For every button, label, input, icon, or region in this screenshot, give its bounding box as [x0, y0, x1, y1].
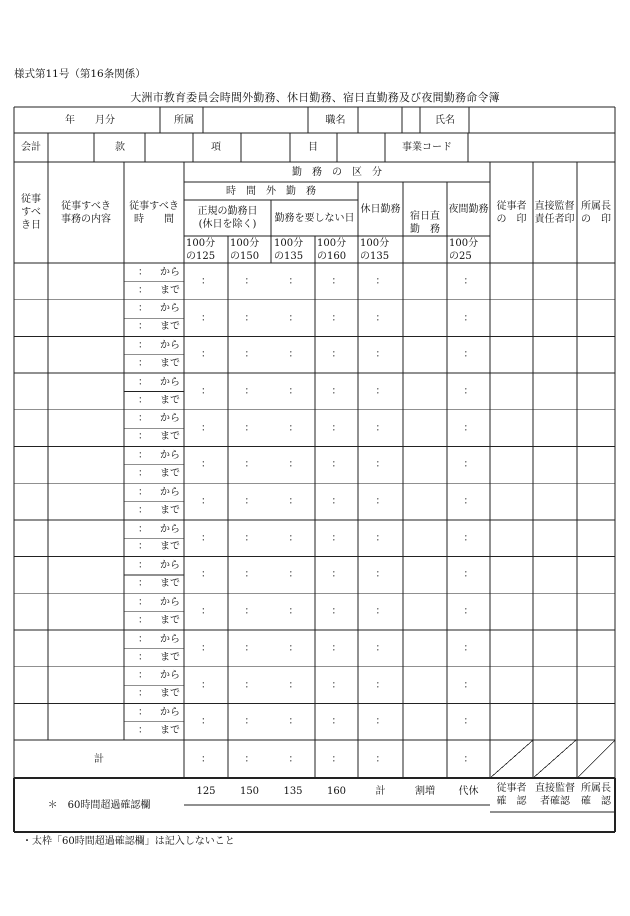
rate-text: 100分 — [317, 238, 347, 249]
time-entry-colon: ： — [288, 532, 299, 544]
work-time-header — [124, 162, 184, 263]
time-colon: ： — [138, 560, 148, 572]
time-to-label: まで — [160, 284, 180, 296]
time-from-label: から — [160, 670, 180, 682]
time-from-label: から — [160, 523, 180, 535]
time-entry-colon: ： — [463, 532, 474, 544]
time-entry-colon: ： — [375, 459, 386, 471]
time-entry-colon: ： — [288, 496, 299, 508]
supervisor-confirm-text: 直接監督 — [535, 783, 575, 795]
regular-day-header-text: 正規の勤務日 — [197, 206, 258, 217]
work-time-header-text: 時 間 — [134, 213, 174, 225]
worker-confirm-text: 確 認 — [496, 796, 527, 808]
work-content-header-text: 事務の内容 — [61, 213, 111, 225]
time-entry-colon: ： — [331, 606, 342, 618]
time-entry-colon: ： — [331, 679, 342, 691]
time-entry-colon: ： — [331, 569, 342, 581]
time-entry-colon: ： — [463, 716, 474, 728]
time-colon: ： — [138, 450, 148, 462]
time-entry-colon: ： — [463, 496, 474, 508]
time-entry-colon: ： — [201, 642, 211, 654]
time-entry-colon: ： — [244, 606, 255, 618]
rate-text: の25 — [449, 251, 472, 262]
rate-text: 100分 — [274, 238, 304, 249]
time-entry-colon: ： — [463, 606, 474, 618]
work-category-header: 勤 務 の 区 分 — [292, 166, 382, 178]
time-entry-colon: ： — [288, 422, 299, 434]
time-entry-colon: ： — [244, 459, 255, 471]
rate-text: 100分 — [360, 238, 390, 249]
document-title: 大洲市教育委員会時間外勤務、休日勤務、宿日直勤務及び夜間勤務命令簿 — [130, 91, 500, 104]
time-colon: ： — [138, 541, 148, 553]
director-seal-header-text: 所属長 — [581, 200, 611, 212]
time-entry-colon: ： — [288, 312, 299, 324]
confirm-header: 代休 — [458, 786, 479, 798]
rate-cell — [186, 236, 228, 264]
time-entry-colon: ： — [375, 496, 386, 508]
time-from-label: から — [160, 413, 180, 425]
regular-day-header — [184, 200, 271, 236]
account-label: 会計 — [21, 142, 41, 153]
supervisor-seal-header-text: 責任者印 — [534, 213, 575, 225]
director-confirm-text: 確 認 — [581, 796, 611, 808]
time-to-label: まで — [160, 578, 180, 590]
rate-text: の160 — [317, 251, 347, 262]
worker-confirm — [490, 778, 533, 812]
time-entry-colon: ： — [244, 422, 255, 434]
time-entry-colon: ： — [463, 385, 474, 397]
time-entry-colon: ： — [463, 459, 474, 471]
time-colon: ： — [138, 486, 148, 498]
time-colon: ： — [138, 651, 148, 663]
time-colon: ： — [138, 724, 148, 736]
time-entry-colon: ： — [375, 532, 386, 544]
footnote: ・太枠「60時間超過確認欄」は記入しないこと — [22, 836, 235, 847]
time-colon: ： — [138, 431, 148, 443]
time-from-label: から — [160, 450, 180, 462]
time-entry-colon: ： — [244, 312, 255, 324]
time-colon: ： — [138, 266, 148, 278]
confirm-header: 計 — [375, 786, 386, 798]
grid-line — [533, 740, 576, 778]
time-colon: ： — [138, 578, 148, 590]
time-entry-colon: ： — [201, 349, 211, 361]
time-to-label: まで — [160, 504, 180, 516]
confirm-header: 割増 — [415, 786, 435, 798]
time-entry-colon: ： — [244, 716, 255, 728]
work-content-header-text: 従事すべき — [61, 200, 111, 212]
night-duty-header-text: 宿日直 — [410, 210, 440, 222]
time-from-label: から — [160, 340, 180, 352]
year-month-label: 年 月分 — [65, 114, 115, 126]
time-colon: ： — [138, 596, 148, 608]
night-duty-header — [403, 182, 447, 263]
time-entry-colon: ： — [375, 312, 386, 324]
time-entry-colon: ： — [201, 422, 211, 434]
time-entry-colon: ： — [288, 385, 299, 397]
time-entry-colon: ： — [331, 385, 342, 397]
time-colon: ： — [138, 523, 148, 535]
time-entry-colon: ： — [201, 679, 211, 691]
total-colon: ： — [244, 753, 255, 765]
form-reference: 様式第11号（第16条関係） — [14, 68, 146, 80]
time-entry-colon: ： — [201, 606, 211, 618]
total-colon: ： — [463, 753, 474, 765]
regular-day-header-text: (休日を除く) — [198, 219, 257, 230]
time-entry-colon: ： — [463, 422, 474, 434]
rate-text: 100分 — [186, 238, 216, 249]
time-colon: ： — [138, 413, 148, 425]
time-colon: ： — [138, 468, 148, 480]
time-entry-colon: ： — [288, 716, 299, 728]
time-entry-colon: ： — [244, 275, 255, 287]
time-colon: ： — [138, 284, 148, 296]
time-entry-colon: ： — [201, 532, 211, 544]
time-colon: ： — [138, 614, 148, 626]
supervisor-confirm-text: 者確認 — [540, 796, 570, 808]
confirm-header: 135 — [283, 786, 303, 798]
rate-text: 100分 — [230, 238, 260, 249]
time-entry-colon: ： — [244, 679, 255, 691]
time-to-label: まで — [160, 651, 180, 663]
supervisor-seal-header — [533, 162, 576, 263]
time-to-label: まで — [160, 468, 180, 480]
time-entry-colon: ： — [244, 532, 255, 544]
overtime-confirm-label: ＊ 60時間超過確認欄 — [47, 799, 151, 811]
time-entry-colon: ： — [201, 496, 211, 508]
rate-cell — [274, 236, 315, 264]
time-entry-colon: ： — [375, 422, 386, 434]
rate-cell — [317, 236, 358, 264]
rate-cell — [360, 236, 403, 264]
time-entry-colon: ： — [201, 385, 211, 397]
time-entry-colon: ： — [463, 642, 474, 654]
rate-cell — [449, 236, 490, 264]
time-to-label: まで — [160, 724, 180, 736]
time-entry-colon: ： — [288, 569, 299, 581]
worker-seal-header-text: 従事者 — [496, 200, 527, 212]
time-entry-colon: ： — [375, 275, 386, 287]
time-from-label: から — [160, 303, 180, 315]
time-from-label: から — [160, 376, 180, 388]
time-colon: ： — [138, 670, 148, 682]
work-date-header — [14, 162, 48, 263]
time-entry-colon: ： — [375, 642, 386, 654]
time-to-label: まで — [160, 357, 180, 369]
time-entry-colon: ： — [463, 275, 474, 287]
item-label: 項 — [211, 142, 221, 153]
time-entry-colon: ： — [201, 569, 211, 581]
time-entry-colon: ： — [288, 459, 299, 471]
time-entry-colon: ： — [331, 532, 342, 544]
time-entry-colon: ： — [375, 679, 386, 691]
time-entry-colon: ： — [463, 679, 474, 691]
time-entry-colon: ： — [331, 422, 342, 434]
time-colon: ： — [138, 340, 148, 352]
time-entry-colon: ： — [201, 459, 211, 471]
project-code-label: 事業コード — [402, 142, 452, 153]
work-time-header-text: 従事すべき — [129, 200, 179, 212]
section-label: 款 — [115, 142, 125, 153]
time-entry-colon: ： — [463, 569, 474, 581]
time-entry-colon: ： — [375, 716, 386, 728]
time-entry-colon: ： — [201, 312, 211, 324]
rate-cell — [230, 236, 271, 264]
grid-line — [490, 740, 533, 778]
confirm-header: 160 — [326, 786, 347, 798]
time-entry-colon: ： — [331, 496, 342, 508]
worker-seal-header-text: の 印 — [496, 213, 527, 225]
position-label: 職名 — [325, 114, 346, 126]
time-colon: ： — [138, 707, 148, 719]
time-entry-colon: ： — [375, 385, 386, 397]
time-entry-colon: ： — [244, 496, 255, 508]
grid-line — [577, 740, 615, 778]
time-to-label: まで — [160, 321, 180, 333]
time-to-label: まで — [160, 541, 180, 553]
supervisor-confirm — [533, 778, 577, 812]
work-content-header — [50, 162, 122, 263]
time-from-label: から — [160, 266, 180, 278]
time-entry-colon: ： — [288, 606, 299, 618]
director-seal-header-text: の 印 — [581, 213, 611, 225]
rate-text: の150 — [230, 251, 260, 262]
work-date-header-text: き日 — [21, 220, 41, 231]
time-entry-colon: ： — [331, 716, 342, 728]
time-from-label: から — [160, 596, 180, 608]
worker-confirm-text: 従事者 — [496, 783, 527, 795]
time-colon: ： — [138, 633, 148, 645]
supervisor-seal-header-text: 直接監督 — [534, 200, 575, 212]
time-entry-colon: ： — [201, 716, 211, 728]
total-colon: ： — [375, 753, 386, 765]
director-seal-header — [577, 162, 615, 263]
time-entry-colon: ： — [331, 459, 342, 471]
office-label: 所属 — [174, 114, 194, 126]
time-colon: ： — [138, 321, 148, 333]
director-confirm-text: 所属長 — [581, 783, 611, 795]
time-colon: ： — [138, 357, 148, 369]
time-entry-colon: ： — [331, 642, 342, 654]
total-colon: ： — [288, 753, 299, 765]
time-from-label: から — [160, 633, 180, 645]
rate-text: の135 — [274, 251, 304, 262]
worker-seal-header — [490, 162, 533, 263]
work-date-header-text: 従事 — [21, 194, 41, 205]
time-colon: ： — [138, 376, 148, 388]
rate-text: の125 — [186, 251, 216, 262]
confirm-header: 125 — [196, 786, 216, 798]
night-duty-header-text: 勤 務 — [410, 223, 440, 235]
time-entry-colon: ： — [375, 569, 386, 581]
sub-item-label: 目 — [308, 142, 318, 153]
time-entry-colon: ： — [331, 349, 342, 361]
non-work-day-header: 勤務を要しない日 — [274, 212, 355, 224]
total-colon: ： — [201, 753, 211, 765]
time-entry-colon: ： — [201, 275, 211, 287]
time-entry-colon: ： — [331, 312, 342, 324]
time-colon: ： — [138, 303, 148, 315]
time-colon: ： — [138, 688, 148, 700]
time-entry-colon: ： — [463, 312, 474, 324]
overtime-header: 時 間 外 勤 務 — [226, 185, 316, 197]
time-entry-colon: ： — [244, 642, 255, 654]
work-date-header-text: すべ — [21, 207, 41, 218]
confirm-header: 150 — [239, 786, 260, 798]
time-entry-colon: ： — [375, 349, 386, 361]
time-entry-colon: ： — [288, 275, 299, 287]
time-entry-colon: ： — [244, 569, 255, 581]
total-label: 計 — [94, 753, 104, 765]
time-entry-colon: ： — [244, 349, 255, 361]
time-from-label: から — [160, 486, 180, 498]
time-entry-colon: ： — [244, 385, 255, 397]
time-from-label: から — [160, 707, 180, 719]
time-to-label: まで — [160, 394, 180, 406]
total-colon: ： — [331, 753, 342, 765]
time-colon: ： — [138, 504, 148, 516]
time-to-label: まで — [160, 688, 180, 700]
rate-text: 100分 — [449, 238, 479, 249]
night-work-header: 夜間勤務 — [448, 203, 489, 215]
time-entry-colon: ： — [375, 606, 386, 618]
name-label: 氏名 — [435, 114, 455, 126]
time-from-label: から — [160, 560, 180, 572]
time-to-label: まで — [160, 614, 180, 626]
time-entry-colon: ： — [463, 349, 474, 361]
director-confirm — [577, 778, 615, 812]
time-entry-colon: ： — [288, 642, 299, 654]
time-to-label: まで — [160, 431, 180, 443]
time-entry-colon: ： — [288, 679, 299, 691]
time-colon: ： — [138, 394, 148, 406]
holiday-work-header: 休日勤務 — [360, 203, 401, 215]
time-entry-colon: ： — [331, 275, 342, 287]
rate-text: の135 — [360, 251, 390, 262]
time-entry-colon: ： — [288, 349, 299, 361]
